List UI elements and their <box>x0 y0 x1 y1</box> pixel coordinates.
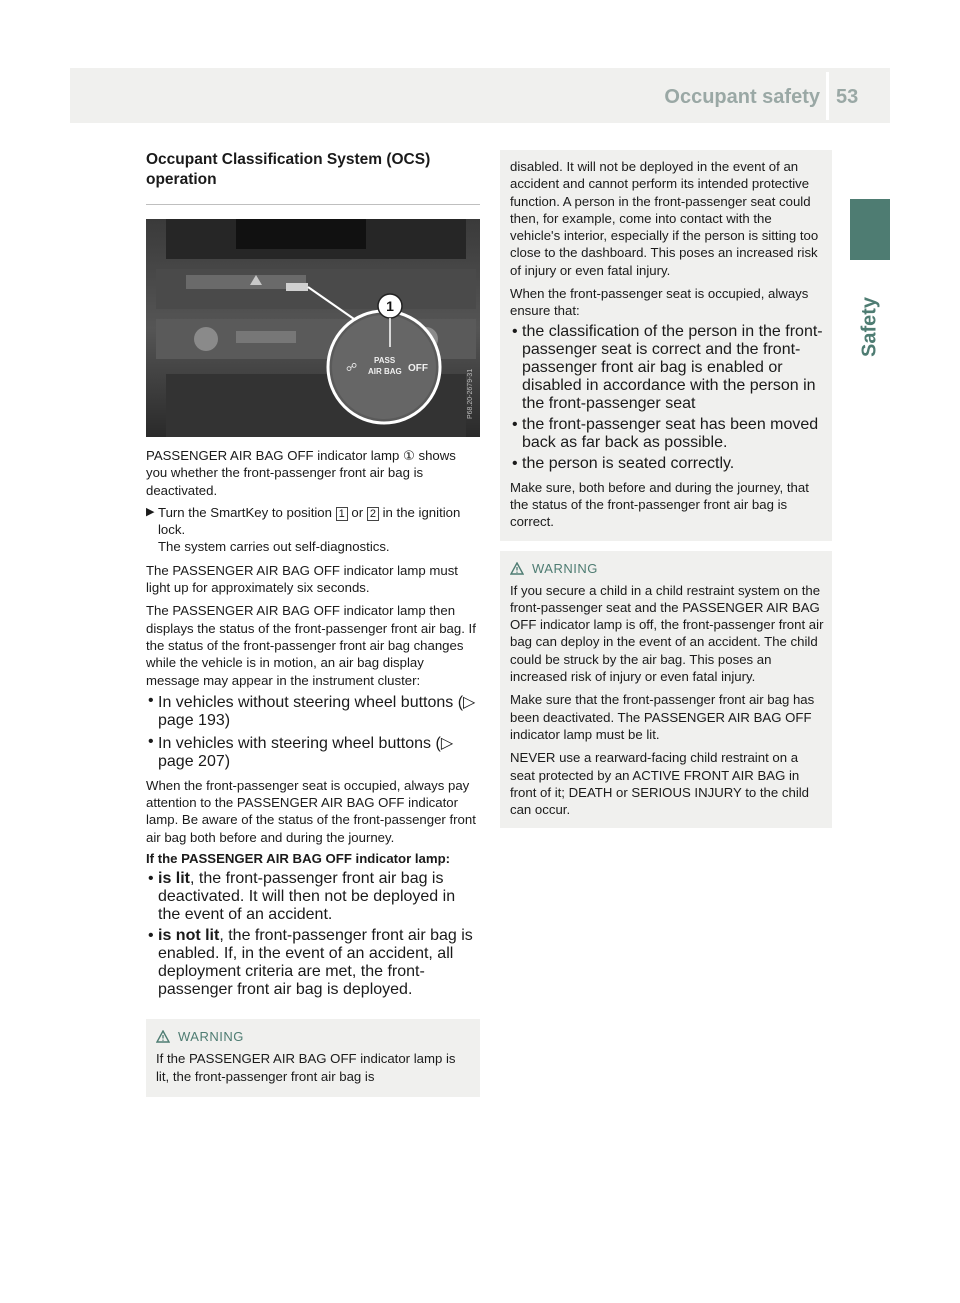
warning-ensure-intro: When the front-passenger seat is occupied, always ensure that: <box>510 286 809 319</box>
right-column <box>500 150 832 828</box>
instruction-result: The system carries out self-diagnostics. <box>158 539 390 555</box>
warning-child-text-2: Make sure that the front-passenger front air bag has been deactivated. The PASSENGER AIR BAG OFF indicator lamp must be lit. <box>510 692 815 742</box>
list-item: • the classification of the person in the front-passenger seat is correct and the front-passenger front air bag is enabled or disabled in accordance with the person in the front-passenger seat <box>512 322 823 412</box>
svg-text:AIR BAG: AIR BAG <box>368 367 402 376</box>
svg-text:OFF: OFF <box>408 363 428 374</box>
section-tab-marker <box>850 199 890 260</box>
list-item: • is not lit, the front-passenger front air bag is enabled. If, in the event of an accident, all deployment criteria are met, the front-passenger front air bag is deployed. <box>148 927 473 999</box>
ocs-figure <box>146 219 480 437</box>
page-header-title: Occupant safety <box>664 86 820 108</box>
passenger-airbag-icon: ☍ <box>346 361 358 374</box>
left-column <box>146 150 480 1097</box>
instruction-step: ▶ Turn the SmartKey to position 1 or 2 in the ignition lock. The system carries out self-diagnostics. <box>146 504 480 556</box>
section-side-label: Safety <box>858 296 881 358</box>
list-item: • the person is seated correctly. <box>512 454 735 472</box>
warning-child-text-1: If you secure a child in a child restraint system on the front-passenger seat and the PASSENGER AIR BAG OFF indicator lamp is off, the front-passenger front air bag can deploy in the event of an accident. The child could be struck by the air bag. This poses an increased risk of injury or even fatal injury. <box>510 582 824 685</box>
warning-triangle-icon <box>156 1030 170 1043</box>
section-title: Occupant Classification System (OCS) operation <box>146 150 480 205</box>
indicator-lamp <box>286 283 308 291</box>
svg-text:P68.20-2679-31: P68.20-2679-31 <box>467 368 474 419</box>
list-item: • In vehicles without steering wheel buttons (▷ page 193) <box>148 691 476 729</box>
lamp-subheading: If the PASSENGER AIR BAG OFF indicator lamp: <box>146 851 451 867</box>
paragraph-occupied-note: When the front-passenger seat is occupied, always pay attention to the PASSENGER AIR BAG OFF indicator lamp. Be aware of the status of the front-passenger front air bag both before and during the journey. <box>146 777 476 845</box>
list-item: • In vehicles with steering wheel buttons (▷ page 207) <box>148 732 454 770</box>
paragraph-lamp-duration: The PASSENGER AIR BAG OFF indicator lamp must light up for approximately six seconds. <box>146 562 458 596</box>
warning-triangle-icon <box>510 562 524 575</box>
svg-text:1: 1 <box>386 298 394 314</box>
page-number: 53 <box>836 86 859 108</box>
warning-label: WARNING <box>178 1029 244 1045</box>
warning-closing: Make sure, both before and during the journey, that the status of the front-passenger front air bag is correct. <box>510 479 809 530</box>
figure-caption: PASSENGER AIR BAG OFF indicator lamp ① shows you whether the front-passenger front air bag is deactivated. <box>146 448 456 498</box>
list-item: • is lit, the front-passenger front air bag is deactivated. It will then not be deployed in the event of an accident. <box>148 870 456 924</box>
warning-box-continued <box>500 150 832 541</box>
warning-text-continued: disabled. It will not be deployed in the event of an accident and cannot perform its intended protective function. A person in the front-passenger seat could then, for example, come into contact with the vehicle's interior, especially if the person is sitting too close to the dashboard. This poses an increased risk of injury or even fatal injury. <box>510 159 819 278</box>
dashboard-photo <box>146 219 480 437</box>
warning-box <box>146 1019 480 1097</box>
warning-label: WARNING <box>532 560 598 576</box>
warning-box-child-seat <box>500 551 832 829</box>
svg-text:PASS: PASS <box>374 356 396 365</box>
warning-child-text-3: NEVER use a rearward-facing child restraint on a seat protected by an ACTIVE FRONT AIR BAG in front of it; DEATH or SERIOUS INJURY to the child can occur. <box>510 750 810 818</box>
paragraph-lamp-status: The PASSENGER AIR BAG OFF indicator lamp then displays the status of the front-passenger front air bag. If the status of the front-passenger front air bag changes while the vehicle is in motion, an air bag display message may appear in the instrument cluster: <box>146 603 476 688</box>
list-item: • the front-passenger seat has been moved back as far back as possible. <box>512 415 819 451</box>
warning-text: If the PASSENGER AIR BAG OFF indicator lamp is lit, the front-passenger front air bag is <box>156 1051 456 1084</box>
header-separator <box>826 72 829 120</box>
instruction-arrow-icon: ▶ <box>146 505 155 518</box>
